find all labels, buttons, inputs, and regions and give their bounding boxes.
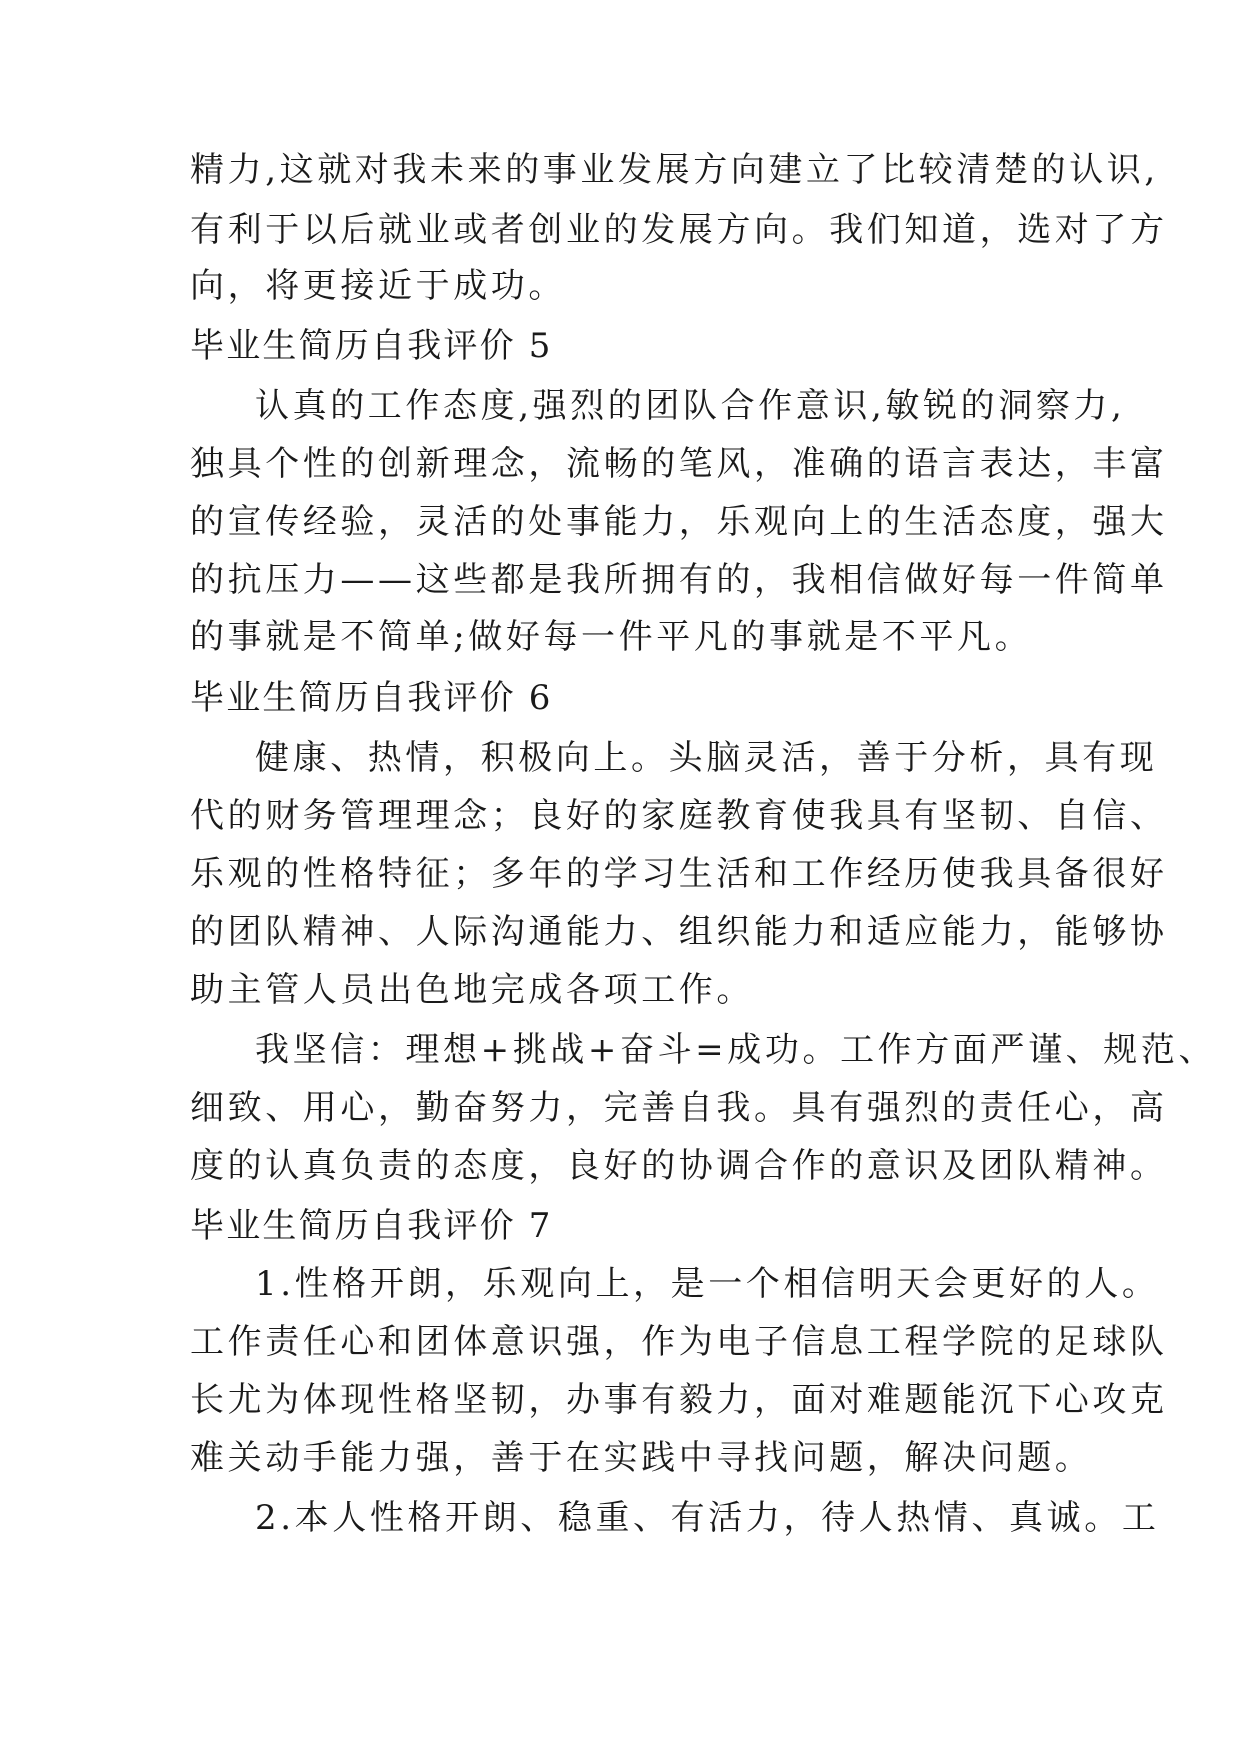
paragraph-line: 的事就是不简单;做好每一件平凡的事就是不平凡。 — [190, 617, 1033, 657]
paragraph-line: 向，将更接近于成功。 — [190, 266, 566, 306]
paragraph-line: 健康、热情，积极向上。头脑灵活，善于分析，具有现 — [255, 738, 1158, 778]
paragraph-line: 的团队精神、人际沟通能力、组织能力和适应能力，能够协 — [190, 912, 1168, 952]
paragraph-line: 工作责任心和团体意识强，作为电子信息工程学院的足球队 — [190, 1322, 1168, 1362]
paragraph-line: 认真的工作态度,强烈的团队合作意识,敏锐的洞察力, — [255, 386, 1126, 426]
paragraph-line: 的宣传经验，灵活的处事能力，乐观向上的生活态度，强大 — [190, 502, 1168, 542]
paragraph-line: 独具个性的创新理念，流畅的笔风，准确的语言表达，丰富 — [190, 444, 1168, 484]
section-heading-7: 毕业生简历自我评价 7 — [190, 1206, 553, 1246]
paragraph-line: 长尤为体现性格坚韧，办事有毅力，面对难题能沉下心攻克 — [190, 1380, 1168, 1420]
paragraph-line: 乐观的性格特征；多年的学习生活和工作经历使我具备很好 — [190, 854, 1168, 894]
paragraph-line: 精力,这就对我未来的事业发展方向建立了比较清楚的认识, — [190, 150, 1159, 190]
paragraph-line: 有利于以后就业或者创业的发展方向。我们知道，选对了方 — [190, 210, 1168, 250]
paragraph-line: 细致、用心，勤奋努力，完善自我。具有强烈的责任心，高 — [190, 1088, 1168, 1128]
section-heading-5: 毕业生简历自我评价 5 — [190, 326, 553, 366]
paragraph-line: 度的认真负责的态度，良好的协调合作的意识及团队精神。 — [190, 1146, 1168, 1186]
paragraph-line: 难关动手能力强，善于在实践中寻找问题，解决问题。 — [190, 1438, 1093, 1478]
paragraph-line: 代的财务管理理念；良好的家庭教育使我具有坚韧、自信、 — [190, 796, 1168, 836]
paragraph-line: 助主管人员出色地完成各项工作。 — [190, 970, 754, 1010]
paragraph-line: 我坚信：理想+挑战+奋斗=成功。工作方面严谨、规范、 — [255, 1030, 1217, 1070]
paragraph-line: 的抗压力——这些都是我所拥有的，我相信做好每一件简单 — [190, 560, 1168, 600]
paragraph-line: 2.本人性格开朗、稳重、有活力，待人热情、真诚。工 — [255, 1498, 1160, 1538]
section-heading-6: 毕业生简历自我评价 6 — [190, 678, 553, 718]
paragraph-line: 1.性格开朗，乐观向上，是一个相信明天会更好的人。 — [255, 1264, 1160, 1304]
